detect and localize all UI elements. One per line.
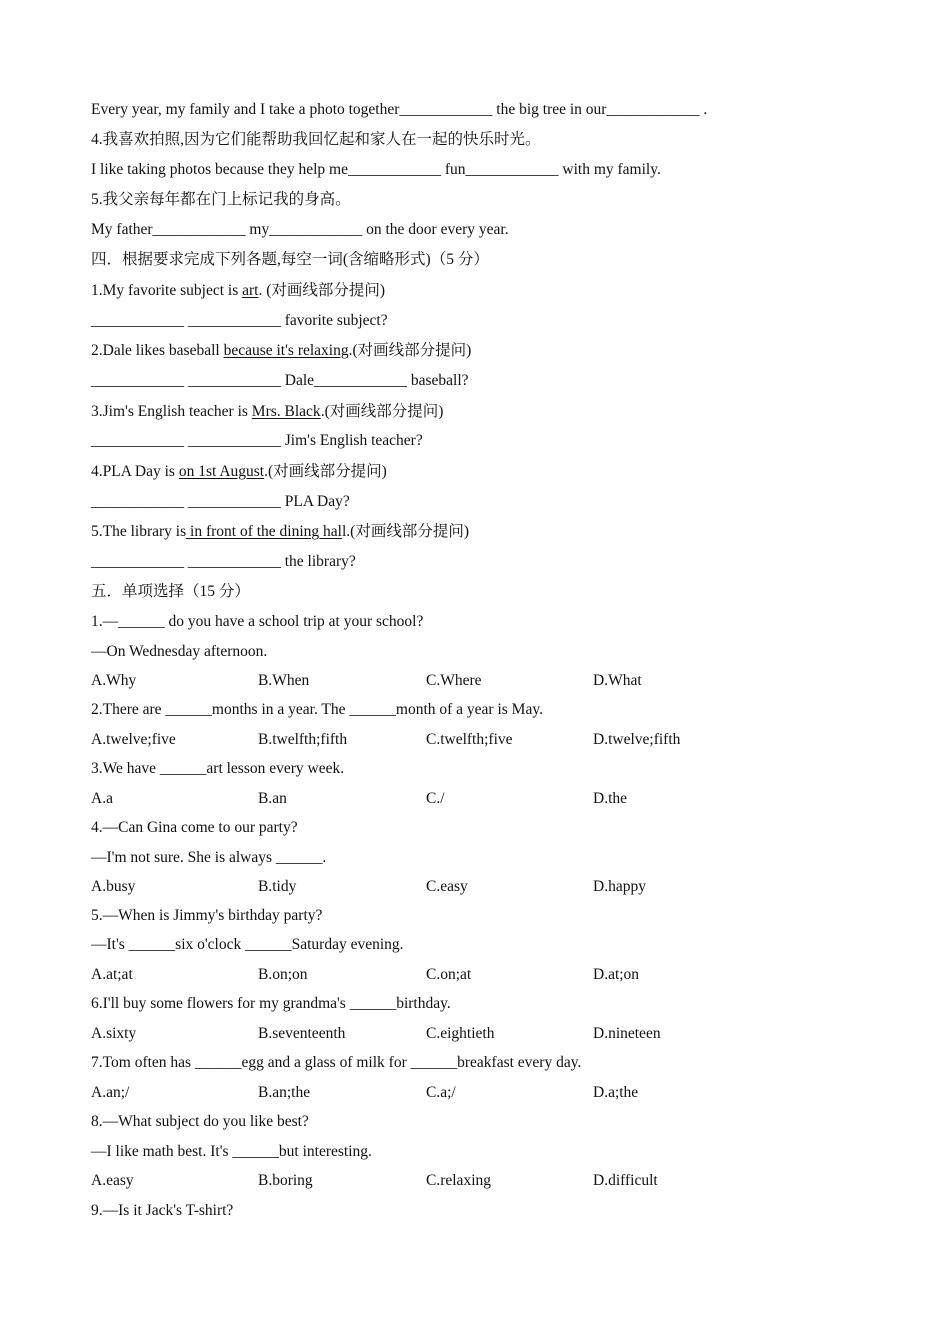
- text-segment: 四．根据要求完成下列各题,每空一词(含缩略形式)（5 分）: [91, 251, 489, 268]
- text-segment: 4.PLA Day is: [91, 463, 179, 480]
- text-segment: 4.我喜欢拍照,因为它们能帮助我回忆起和家人在一起的快乐时光。: [91, 131, 541, 148]
- text-segment: .(对画线部分提问): [320, 403, 444, 420]
- text-segment: —I'm not sure. She is always ______.: [91, 849, 327, 866]
- option-b[interactable]: B.tidy: [258, 878, 297, 895]
- underlined-phrase: because it's relaxing: [223, 342, 349, 359]
- text-segment: .(对画线部分提问): [264, 463, 387, 480]
- underlined-phrase: Mrs. Black: [251, 403, 321, 420]
- answer-blank[interactable]: ____________: [187, 372, 281, 389]
- option-c[interactable]: C.a;/: [426, 1084, 456, 1101]
- text-line-q4_4: [91, 462, 387, 482]
- text-segment: l.(对画线部分提问): [341, 523, 469, 540]
- answer-blank[interactable]: ____________: [269, 221, 363, 238]
- text-segment: 5.—When is Jimmy's birthday party?: [91, 907, 323, 924]
- text-segment: my: [245, 221, 270, 238]
- text-segment: I like taking photos because they help me: [91, 161, 348, 178]
- text-segment: 7.Tom often has ______egg and a glass of milk for ______breakfast every day.: [91, 1054, 582, 1071]
- text-segment: 3.We have ______art lesson every week.: [91, 760, 345, 777]
- text-segment: fun: [440, 161, 466, 178]
- text-line-q4_3a: [91, 431, 423, 451]
- option-a[interactable]: A.Why: [91, 672, 137, 689]
- text-line-q5_1b: [91, 642, 267, 662]
- answer-blank[interactable]: ____________: [91, 493, 184, 510]
- option-d[interactable]: D.at;on: [593, 966, 640, 983]
- text-line-q4_1: [91, 281, 385, 301]
- text-line-t5_cn: [91, 190, 351, 210]
- text-line-t3_en: [91, 100, 707, 120]
- text-line-q5_1: [91, 612, 423, 632]
- text-line-q5_5b: [91, 935, 404, 955]
- option-a[interactable]: A.a: [91, 790, 113, 807]
- underlined-phrase: art: [242, 282, 259, 299]
- text-segment: 5.我父亲每年都在门上标记我的身高。: [91, 191, 351, 208]
- text-segment: 五．单项选择（15 分）: [91, 583, 250, 600]
- underlined-phrase: in front of the dining hal: [186, 523, 342, 540]
- text-segment: 3.Jim's English teacher is: [91, 403, 252, 420]
- option-d[interactable]: D.a;the: [593, 1084, 639, 1101]
- text-segment: 9.—Is it Jack's T-shirt?: [91, 1202, 234, 1219]
- text-segment: on the door every year.: [362, 221, 509, 238]
- text-line-q4_4a: [91, 492, 350, 512]
- option-c[interactable]: C.on;at: [426, 966, 472, 983]
- text-segment: Dale: [280, 372, 315, 389]
- underlined-phrase: on 1st August: [178, 463, 265, 480]
- text-line-q4_2a: [91, 371, 469, 391]
- text-line-q5_3: [91, 759, 344, 779]
- answer-blank[interactable]: ____________: [91, 553, 184, 570]
- option-c[interactable]: C.relaxing: [426, 1172, 491, 1189]
- text-line-q4_1a: [91, 311, 388, 331]
- text-segment: 5.The library is: [91, 523, 187, 540]
- option-b[interactable]: B.on;on: [258, 966, 308, 983]
- answer-blank[interactable]: ____________: [187, 493, 281, 510]
- text-segment: . (对画线部分提问): [258, 282, 386, 299]
- text-line-t4_cn: [91, 130, 541, 150]
- text-segment: My father: [91, 221, 153, 238]
- text-line-q5_5: [91, 906, 322, 926]
- text-segment: Every year, my family and I take a photo together: [91, 101, 400, 118]
- option-b[interactable]: B.twelfth;fifth: [258, 731, 348, 748]
- text-line-q5_8b: [91, 1142, 372, 1162]
- text-line-q5_4b: [91, 848, 326, 868]
- option-a[interactable]: A.easy: [91, 1172, 134, 1189]
- text-segment: 6.I'll buy some flowers for my grandma's ______birthday.: [91, 995, 451, 1012]
- answer-blank[interactable]: ____________: [91, 372, 184, 389]
- text-segment: 1.—______ do you have a school trip at your school?: [91, 613, 424, 630]
- text-line-q5_4: [91, 818, 298, 838]
- answer-blank[interactable]: ____________: [314, 372, 408, 389]
- text-segment: baseball?: [407, 372, 469, 389]
- option-a[interactable]: A.twelve;five: [91, 731, 176, 748]
- text-line-q4_5: [91, 522, 469, 542]
- text-segment: 1.My favorite subject is: [91, 282, 243, 299]
- text-line-q5_7: [91, 1053, 581, 1073]
- option-b[interactable]: B.When: [258, 672, 310, 689]
- text-segment: Jim's English teacher?: [280, 432, 423, 449]
- option-b[interactable]: B.an;the: [258, 1084, 311, 1101]
- option-c[interactable]: C.Where: [426, 672, 482, 689]
- option-a[interactable]: A.sixty: [91, 1025, 137, 1042]
- text-segment: PLA Day?: [280, 493, 350, 510]
- text-line-s4_title: [91, 250, 489, 270]
- text-segment: the library?: [280, 553, 356, 570]
- text-line-q5_2: [91, 700, 543, 720]
- text-segment: 2.Dale likes baseball: [91, 342, 224, 359]
- text-line-q5_6: [91, 994, 451, 1014]
- text-segment: 2.There are ______months in a year. The ______month of a year is May.: [91, 701, 543, 718]
- option-d[interactable]: D.nineteen: [593, 1025, 661, 1042]
- option-c[interactable]: C./: [426, 790, 445, 807]
- text-segment: .: [699, 101, 708, 118]
- text-segment: —It's ______six o'clock ______Saturday evening.: [91, 936, 404, 953]
- text-segment: with my family.: [558, 161, 661, 178]
- option-a[interactable]: A.an;/: [91, 1084, 130, 1101]
- answer-blank[interactable]: ____________: [606, 101, 700, 118]
- text-segment: favorite subject?: [280, 312, 388, 329]
- option-a[interactable]: A.busy: [91, 878, 136, 895]
- text-line-q4_3: [91, 402, 443, 422]
- text-line-q4_2: [91, 341, 471, 361]
- answer-blank[interactable]: ____________: [91, 312, 184, 329]
- text-line-q5_9: [91, 1201, 233, 1221]
- text-line-t4_en: [91, 160, 661, 180]
- text-segment: 4.—Can Gina come to our party?: [91, 819, 298, 836]
- answer-blank[interactable]: ____________: [187, 432, 281, 449]
- option-c[interactable]: C.easy: [426, 878, 468, 895]
- answer-blank[interactable]: ____________: [187, 553, 281, 570]
- option-c[interactable]: C.eightieth: [426, 1025, 495, 1042]
- text-line-q5_8: [91, 1112, 309, 1132]
- text-segment: —On Wednesday afternoon.: [91, 643, 268, 660]
- option-b[interactable]: B.an: [258, 790, 287, 807]
- answer-blank[interactable]: ____________: [347, 161, 441, 178]
- answer-blank[interactable]: ____________: [152, 221, 246, 238]
- option-d[interactable]: D.happy: [593, 878, 646, 895]
- text-segment: the big tree in our: [492, 101, 607, 118]
- option-d[interactable]: D.twelve;fifth: [593, 731, 681, 748]
- option-a[interactable]: A.at;at: [91, 966, 133, 983]
- text-line-t5_en: [91, 220, 509, 240]
- answer-blank[interactable]: ____________: [465, 161, 559, 178]
- text-segment: .(对画线部分提问): [348, 342, 472, 359]
- answer-blank[interactable]: ____________: [187, 312, 281, 329]
- answer-blank[interactable]: ____________: [91, 432, 184, 449]
- option-b[interactable]: B.boring: [258, 1172, 313, 1189]
- option-b[interactable]: B.seventeenth: [258, 1025, 346, 1042]
- text-line-q4_5a: [91, 552, 356, 572]
- text-line-s5_title: [91, 582, 250, 602]
- option-d[interactable]: D.What: [593, 672, 642, 689]
- text-segment: 8.—What subject do you like best?: [91, 1113, 309, 1130]
- option-d[interactable]: D.difficult: [593, 1172, 658, 1189]
- text-segment: —I like math best. It's ______but interesting.: [91, 1143, 372, 1160]
- answer-blank[interactable]: ____________: [399, 101, 493, 118]
- option-c[interactable]: C.twelfth;five: [426, 731, 513, 748]
- option-d[interactable]: D.the: [593, 790, 628, 807]
